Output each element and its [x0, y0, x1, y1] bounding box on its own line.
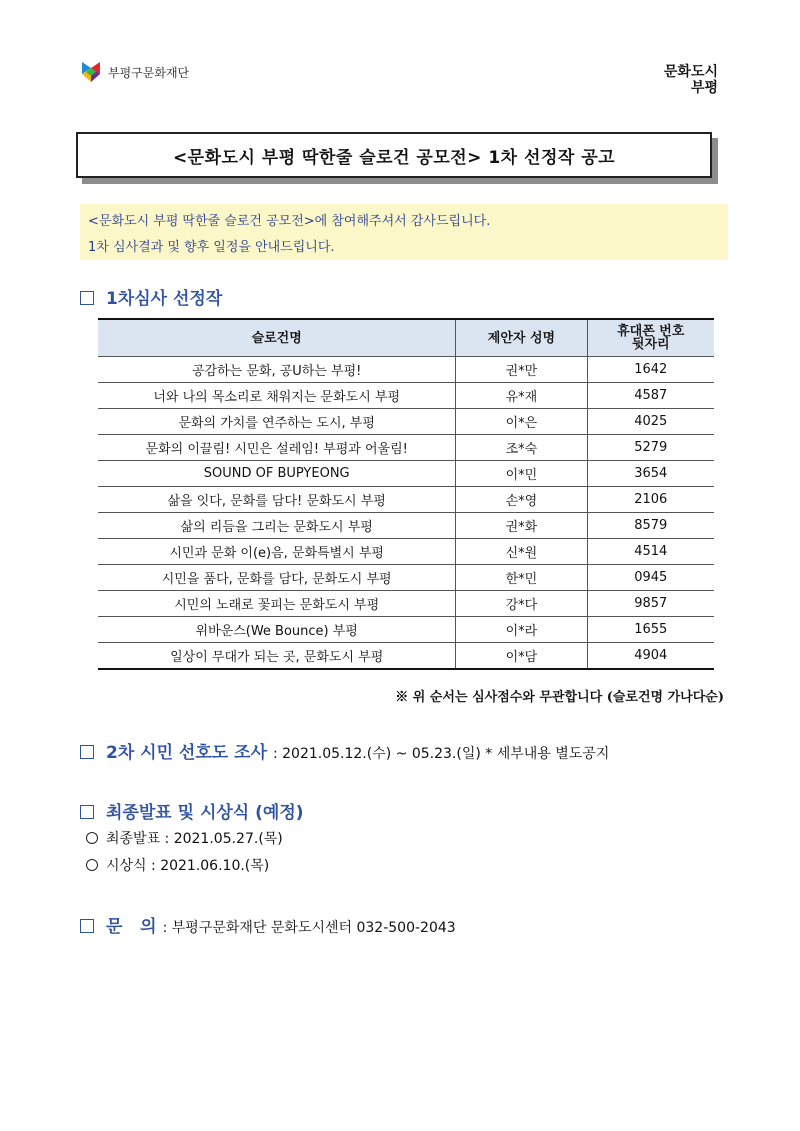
section-citizen-survey-detail: : 2021.05.12.(수) ~ 05.23.(일) * 세부내용 별도공지	[272, 746, 610, 762]
foundation-logo-icon	[80, 60, 102, 84]
cell-name: 조*숙	[456, 435, 587, 461]
circle-bullet-icon	[86, 832, 98, 844]
checkbox-square-icon	[80, 291, 94, 305]
cell-phone: 1655	[587, 617, 714, 643]
table-row	[98, 643, 714, 670]
cell-name: 손*영	[456, 487, 587, 513]
table-row	[98, 617, 714, 643]
cell-slogan: 삶을 잇다, 문화를 담다! 문화도시 부평	[98, 487, 456, 513]
cell-name: 이*은	[456, 409, 587, 435]
header-phone-line1: 휴대폰 번호	[617, 324, 685, 339]
cell-phone: 1642	[587, 357, 714, 383]
notice-line-1: <문화도시 부평 딱한줄 슬로건 공모전>에 참여해주셔서 감사드립니다.	[88, 214, 491, 229]
checkbox-square-icon	[80, 805, 94, 819]
header-name: 제안자 성명	[456, 319, 587, 357]
checkbox-square-icon	[80, 745, 94, 759]
cell-slogan: 문화의 가치를 연주하는 도시, 부평	[98, 409, 456, 435]
cell-phone: 9857	[587, 591, 714, 617]
section-final-announcement	[80, 798, 304, 823]
cell-name: 이*민	[456, 461, 587, 487]
header-phone	[587, 319, 714, 357]
section-final-announcement-title: 최종발표 및 시상식 (예정)	[106, 803, 304, 823]
cell-name: 이*라	[456, 617, 587, 643]
circle-bullet-icon	[86, 859, 98, 871]
cell-phone: 4904	[587, 643, 714, 670]
table-row	[98, 591, 714, 617]
notice-line-2: 1차 심사결과 및 향후 일정을 안내드립니다.	[88, 240, 335, 255]
cell-slogan: 시민과 문화 이(e)음, 문화특별시 부평	[98, 539, 456, 565]
notice-box	[80, 204, 728, 260]
cell-name: 한*민	[456, 565, 587, 591]
section-inquiry-title: 문 의	[106, 917, 157, 937]
cell-phone: 5279	[587, 435, 714, 461]
cell-slogan: 공감하는 문화, 공U하는 부평!	[98, 357, 456, 383]
cell-slogan: SOUND OF BUPYEONG	[98, 461, 456, 487]
section-citizen-survey	[80, 738, 609, 763]
table-row	[98, 383, 714, 409]
cell-phone: 2106	[587, 487, 714, 513]
table-row	[98, 409, 714, 435]
final-announcement-date: 최종발표 : 2021.05.27.(목)	[106, 831, 283, 847]
cell-phone: 0945	[587, 565, 714, 591]
cell-slogan: 문화의 이끌림! 시민은 설레임! 부평과 어울림!	[98, 435, 456, 461]
org-header	[80, 60, 189, 84]
brand-logo	[640, 60, 720, 96]
list-item	[86, 855, 269, 875]
results-table	[98, 318, 714, 670]
section-selected-works	[80, 284, 222, 309]
checkbox-square-icon	[80, 919, 94, 933]
cell-name: 유*재	[456, 383, 587, 409]
org-name: 부평구문화재단	[108, 65, 190, 80]
cell-slogan: 너와 나의 목소리로 채워지는 문화도시 부평	[98, 383, 456, 409]
table-row	[98, 357, 714, 383]
cell-name: 신*원	[456, 539, 587, 565]
cell-name: 권*만	[456, 357, 587, 383]
table-row	[98, 513, 714, 539]
section-citizen-survey-title: 2차 시민 선호도 조사	[106, 743, 267, 763]
cell-slogan: 위바운스(We Bounce) 부평	[98, 617, 456, 643]
table-row	[98, 487, 714, 513]
cell-name: 권*화	[456, 513, 587, 539]
header-slogan: 슬로건명	[98, 319, 456, 357]
cell-phone: 4025	[587, 409, 714, 435]
section-inquiry-detail: : 부평구문화재단 문화도시센터 032-500-2043	[162, 920, 456, 936]
cell-phone: 8579	[587, 513, 714, 539]
cell-slogan: 시민을 품다, 문화를 담다, 문화도시 부평	[98, 565, 456, 591]
cell-phone: 4514	[587, 539, 714, 565]
list-item	[86, 828, 283, 848]
table-row	[98, 435, 714, 461]
cell-phone: 4587	[587, 383, 714, 409]
section-selected-works-title: 1차심사 선정작	[106, 289, 223, 309]
table-footnote: ※ 위 순서는 심사점수와 무관합니다 (슬로건명 가나다순)	[395, 690, 724, 705]
cell-slogan: 삶의 리듬을 그리는 문화도시 부평	[98, 513, 456, 539]
cell-slogan: 시민의 노래로 꽃피는 문화도시 부평	[98, 591, 456, 617]
brand-logo-line1: 문화도시	[663, 64, 718, 80]
header-phone-line2: 뒷자리	[631, 337, 670, 352]
brand-logo-line2: 부평	[690, 80, 718, 96]
cell-phone: 3654	[587, 461, 714, 487]
cell-name: 강*다	[456, 591, 587, 617]
table-row	[98, 461, 714, 487]
table-row	[98, 539, 714, 565]
title-banner	[76, 132, 712, 178]
section-inquiry	[80, 912, 456, 937]
cell-slogan: 일상이 무대가 되는 곳, 문화도시 부평	[98, 643, 456, 670]
table-header-row	[98, 319, 714, 357]
page-title: <문화도시 부평 딱한줄 슬로건 공모전> 1차 선정작 공고	[76, 132, 712, 178]
award-ceremony-date: 시상식 : 2021.06.10.(목)	[106, 858, 270, 874]
cell-name: 이*담	[456, 643, 587, 670]
table-row	[98, 565, 714, 591]
